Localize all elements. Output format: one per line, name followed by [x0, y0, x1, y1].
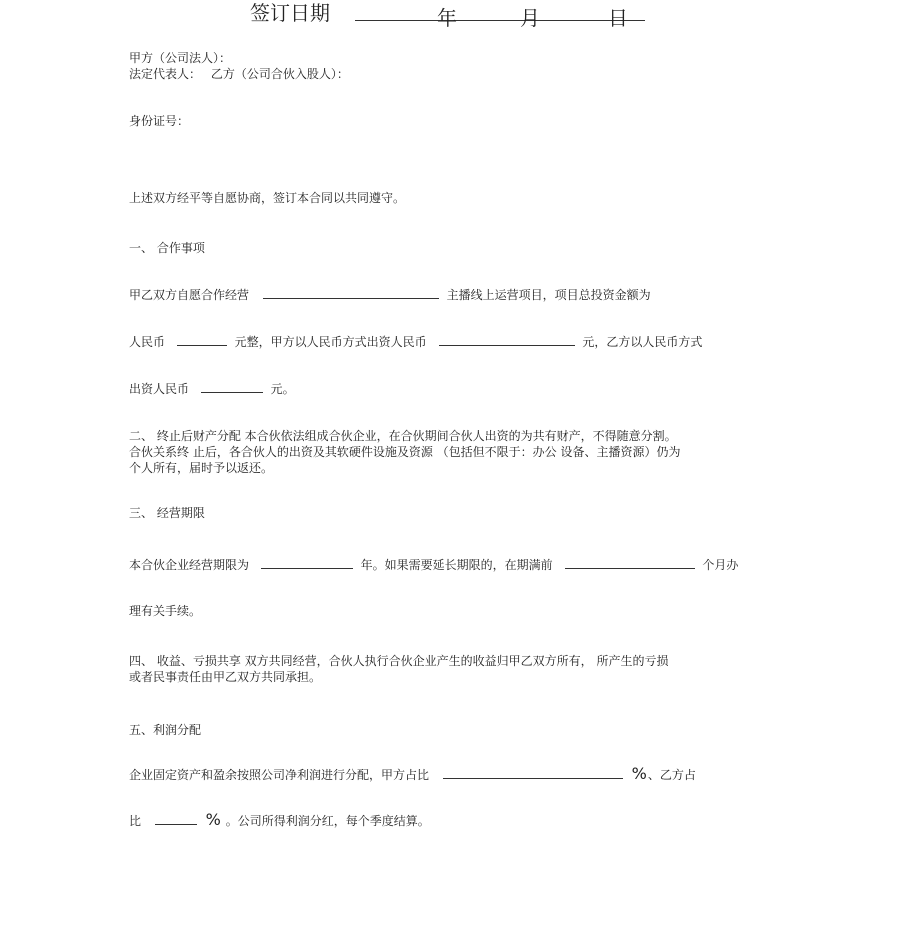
section3-line2: 理有关手续。: [129, 604, 202, 618]
percent-sign: %: [205, 810, 221, 829]
signing-date-row: [250, 0, 330, 26]
id-number-label: 身份证号：: [129, 114, 190, 128]
section5-text: 比: [129, 814, 142, 828]
party-a-investment-blank[interactable]: [439, 334, 575, 346]
section2-line2: 合伙关系终 止后，各合伙人的出资及其软硬件设施及资源 （包括但不限于：办公 设备、主播资源）仍为: [129, 445, 681, 459]
legal-rep-line: [129, 66, 349, 82]
section4-line2: 或者民事责任由甲乙双方共同承担。: [129, 670, 322, 684]
section1-text: 元整，甲方以人民币方式出资人民币: [234, 335, 427, 349]
party-b-share-blank[interactable]: [155, 813, 197, 825]
party-b-investment-blank[interactable]: [201, 381, 263, 393]
total-investment-blank[interactable]: [177, 334, 227, 346]
year-label: 年: [437, 6, 457, 30]
day-label: 日: [608, 6, 628, 30]
section3-text: 年。如果需要延长期限的，在期满前: [360, 558, 553, 572]
section5-heading: 五、利润分配: [129, 723, 202, 737]
section3-text: 本合伙企业经营期限为: [129, 558, 250, 572]
project-name-blank[interactable]: [263, 287, 439, 299]
legal-rep-label: 法定代表人：: [129, 67, 202, 81]
section3-line1: [129, 557, 738, 573]
section3-text: 个月办: [702, 558, 739, 572]
signing-date-blank[interactable]: [355, 20, 645, 21]
section1-text: 主播线上运营项目，项目总投资金额为: [446, 288, 651, 302]
extension-months-blank[interactable]: [565, 557, 695, 569]
section1-heading: 一、 合作事项: [129, 241, 205, 255]
section1-line3: [129, 381, 295, 397]
section1-text: 甲乙双方自愿合作经营: [129, 288, 250, 302]
section5-text: 、乙方占: [647, 768, 696, 782]
section1-text: 元。: [270, 382, 295, 396]
month-label: 月: [520, 6, 540, 30]
section3-heading: 三、 经营期限: [129, 506, 205, 520]
section1-line2: [129, 334, 702, 350]
section1-text: 元，乙方以人民币方式: [582, 335, 703, 349]
section2-line1: 二、 终止后财产分配 本合伙依法组成合伙企业，在合伙期间合伙人出资的为共有财产，不得随意分割。: [129, 429, 677, 443]
term-years-blank[interactable]: [261, 557, 353, 569]
party-a-line: [129, 50, 231, 66]
section2-line3: 个人所有，届时予以返还。: [129, 461, 274, 475]
signing-date-title: 签订日期: [250, 1, 330, 25]
section5-text: 企业固定资产和盈余按照公司净利润进行分配，甲方占比: [129, 768, 430, 782]
section4-line1: 四、 收益、亏损共享 双方共同经营，合伙人执行合伙企业产生的收益归甲乙双方所有， 所产生的亏损: [129, 654, 669, 668]
id-number-line: [129, 113, 189, 129]
party-a-label: 甲方（公司法人）：: [129, 51, 232, 65]
percent-sign: %: [631, 764, 647, 783]
section1-text: 人民币: [129, 335, 166, 349]
section5-line2: [129, 812, 430, 829]
party-b-label: 乙方（公司合伙入股人）：: [210, 67, 349, 81]
section1-text: 出资人民币: [129, 382, 190, 396]
intro-paragraph: 上述双方经平等自愿协商，签订本合同以共同遵守。: [129, 191, 406, 205]
section1-line1: [129, 287, 651, 303]
section5-line1: [129, 766, 696, 783]
party-a-share-blank[interactable]: [443, 767, 623, 779]
section5-text: 。公司所得利润分红，每个季度结算。: [225, 814, 430, 828]
